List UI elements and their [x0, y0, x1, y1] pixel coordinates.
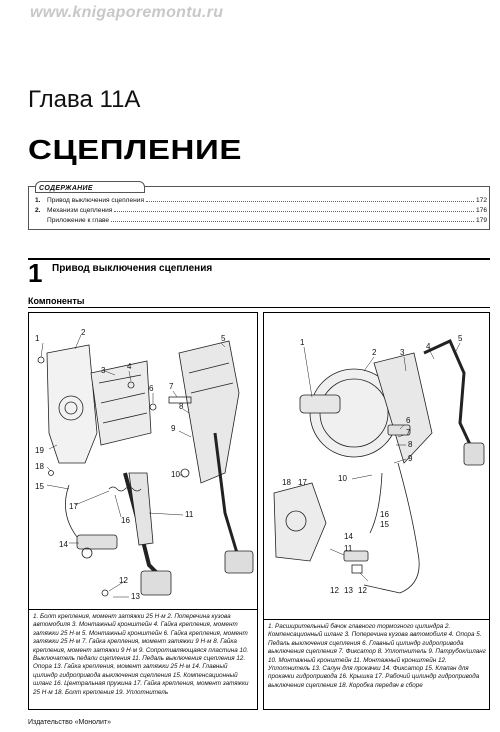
callout-label: 14 — [344, 532, 353, 541]
chapter-title: СЦЕПЛЕНИЕ — [28, 134, 242, 165]
callout-label: 1 — [35, 334, 40, 343]
toc-item-text: Приложение к главе — [47, 217, 110, 224]
toc-item-page: 172 — [475, 197, 487, 204]
callout-label: 10 — [171, 470, 180, 479]
callout-label: 8 — [408, 440, 413, 449]
clutch-pedal-shape — [424, 341, 474, 453]
callout-label: 5 — [458, 334, 463, 343]
callout-label: 13 — [131, 592, 140, 601]
callout-label: 19 — [35, 446, 44, 455]
reservoir-hose-shape — [65, 485, 77, 537]
callout-label: 3 — [400, 348, 405, 357]
caption-rule — [29, 609, 257, 610]
support-shape — [102, 590, 108, 596]
callout-label: 2 — [372, 348, 377, 357]
callout-label: 13 — [344, 586, 353, 595]
watermark: www.knigaporemontu.ru — [30, 4, 224, 21]
callout-label: 18 — [35, 462, 44, 471]
callout-label: 4 — [127, 362, 132, 371]
callout-label: 1 — [300, 338, 305, 347]
publisher-footer: Издательство «Монолит» — [28, 719, 112, 726]
callout-label: 14 — [59, 540, 68, 549]
toc-item-page: 176 — [475, 207, 487, 214]
hydraulic-assembly-drawing — [264, 313, 491, 623]
figure-caption-right: 1. Расширительный бачок главного тормозного цилиндра 2. Компенсационный шланг 3. Поперечина кузова автомобиля 4. Опора 5. Педаль выключения сцепления 6. Главный цилиндр гидропривода выключения сцепления 7. Фиксатор 8. Уплотнитель 9. Патрубок/шланг 10. Монтажный кронштейн 11. Монтажный кронштейн 12. Уплотнитель 13. Салун для прокачки 14. Фиксатор 15. Клапан для прокачки гидропривода 16. Крышка 17. Рабочий цилиндр гидропривода выключения сцепления 18. Коробка передач в сборе — [268, 623, 486, 689]
toc-item-page: 179 — [475, 217, 487, 224]
callout-label: 2 — [81, 328, 86, 337]
brake-pedal-pad-shape — [225, 551, 253, 573]
mounting-bracket-shape — [91, 361, 151, 445]
figure-hydraulic-assembly — [263, 312, 490, 710]
callout-label: 7 — [406, 428, 411, 437]
bolt-shape — [38, 357, 44, 363]
clutch-switch-shape — [181, 469, 189, 477]
callout-label: 12 — [330, 586, 339, 595]
callout-label: 12 — [358, 586, 367, 595]
pedal-bracket-shape — [179, 341, 239, 483]
callout-label: 12 — [119, 576, 128, 585]
section-rule — [28, 258, 490, 260]
subsection-rule — [28, 307, 490, 308]
toc-item[interactable] — [35, 217, 487, 224]
callout-label: 5 — [221, 334, 226, 343]
toc-item-text: Механизм сцепления — [47, 207, 113, 214]
chapter-number: Глава 11А — [28, 86, 141, 113]
firewall-plate-shape — [47, 345, 97, 463]
table-of-contents — [28, 186, 490, 230]
figure-caption-left: 1. Болт крепления, момент затяжки 25 Н·м 2. Поперечина кузова автомобиля 3. Монтажный кронштейн 4. Гайка крепления, момент затяжки 25 Н·м 5. Монтажный кронштейн 6. Гайка крепления, момент затяжки 25 Н·м 7. Гайка крепления, момент затяжки 9 Н·м 8. Гайка крепления, момент затяжки 9 Н·м 9. Сопротивляющаяся пластина 10. Выключатель педали сцепления 11. Педаль выключения сцепления 12. Опора 13. Гайка крепления, момент затяжки 25 Н·м 14. Главный цилиндр гидропривода выключения сцепления 15. Компенсационный шланг 16. Центральная пружина 17. Гайка крепления, момент затяжки 25 Н·м 18. Болт крепления 19. Уплотнитель — [33, 613, 249, 696]
gearbox-shape — [274, 483, 326, 561]
section-number: 1 — [28, 258, 43, 288]
toc-leader — [111, 217, 474, 222]
callout-label: 15 — [380, 520, 389, 529]
toc-item[interactable] — [35, 197, 487, 204]
callout-label: 16 — [121, 516, 130, 525]
callout-label: 17 — [298, 478, 307, 487]
callout-label: 4 — [426, 342, 431, 351]
bolt-shape — [49, 471, 54, 476]
reservoir-shape — [300, 395, 340, 413]
toc-item-number: 2. — [35, 207, 41, 214]
callout-label: 7 — [169, 382, 174, 391]
callout-label: 6 — [149, 384, 154, 393]
callout-label: 11 — [344, 544, 353, 553]
toc-item-number: 1. — [35, 197, 41, 204]
clutch-pedal-pad-shape — [464, 443, 484, 465]
toc-leader — [114, 207, 474, 212]
master-cylinder-port-shape — [82, 548, 92, 558]
bleed-valve-shape — [352, 565, 362, 573]
callout-label: 9 — [171, 424, 176, 433]
nut-shape — [150, 404, 156, 410]
section-title: Привод выключения сцепления — [52, 263, 213, 274]
caption-rule — [264, 619, 489, 620]
clutch-pedal-pad-shape — [141, 571, 171, 595]
figure-pedal-assembly — [28, 312, 258, 710]
callout-label: 8 — [179, 402, 184, 411]
toc-leader — [146, 197, 474, 202]
callout-label: 9 — [408, 454, 413, 463]
callout-label: 6 — [406, 416, 411, 425]
callout-label: 16 — [380, 510, 389, 519]
toc-item-text: Привод выключения сцепления — [47, 197, 145, 204]
callout-label: 3 — [101, 366, 106, 375]
pedal-assembly-drawing — [29, 313, 259, 613]
callout-label: 15 — [35, 482, 44, 491]
callout-label: 11 — [185, 510, 194, 519]
master-cylinder-shape — [77, 535, 117, 549]
toc-heading: СОДЕРЖАНИЕ — [39, 185, 93, 192]
callout-label: 18 — [282, 478, 291, 487]
callout-label: 10 — [338, 474, 347, 483]
subsection-title: Компоненты — [28, 296, 85, 306]
callout-label: 17 — [69, 502, 78, 511]
toc-item[interactable] — [35, 207, 487, 214]
